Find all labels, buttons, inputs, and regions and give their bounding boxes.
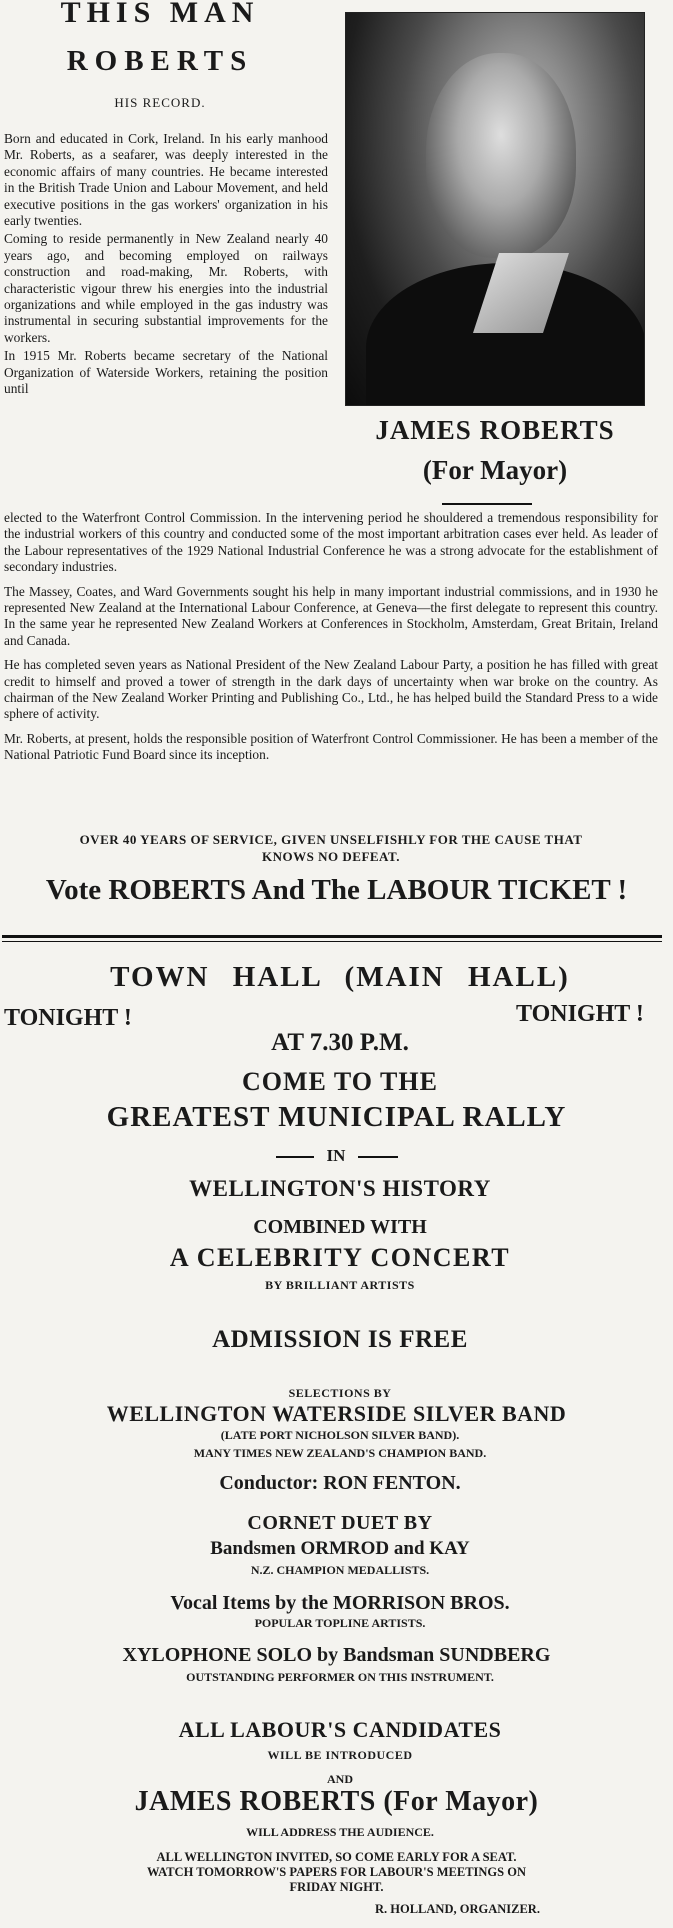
combined-with: COMBINED WITH: [253, 1216, 427, 1238]
conductor: Conductor: RON FENTON.: [219, 1472, 461, 1494]
vote-slogan: Vote ROBERTS And The LABOUR TICKET !: [45, 874, 628, 906]
bandsmen: Bandsmen ORMROD and KAY: [210, 1538, 470, 1559]
popular-artists: POPULAR TOPLINE ARTISTS.: [254, 1616, 426, 1630]
portrait-photo: [345, 12, 645, 406]
selections-by: SELECTIONS BY: [288, 1386, 392, 1400]
record-paragraph: In 1915 Mr. Roberts became secretary of the National Organization of Waterside Workers, retaining the position until: [4, 348, 328, 397]
tonight-right: TONIGHT !: [516, 1001, 644, 1027]
record-paragraph: elected to the Waterfront Control Commission. In the intervening period he shouldered a tremendous responsibility for the industrial workers of this country and conducted some of the most important arbitration cases ever held. As leader of the Labour representatives of the 1929 National Industrial Conference he was a strong advocate for the establishment of secondary industries.: [4, 510, 658, 575]
all-candidates: ALL LABOUR'S CANDIDATES: [178, 1717, 502, 1742]
friday-night: FRIDAY NIGHT.: [289, 1880, 384, 1894]
organizer: R. HOLLAND, ORGANIZER.: [375, 1902, 540, 1916]
will-address: WILL ADDRESS THE AUDIENCE.: [246, 1825, 434, 1839]
rally-venue: TOWN HALL (MAIN HALL): [110, 961, 570, 993]
subheading-record: HIS RECORD.: [114, 95, 206, 110]
cornet-duet: CORNET DUET BY: [247, 1512, 433, 1534]
record-column: [4, 131, 328, 398]
medallists: N.Z. CHAMPION MEDALLISTS.: [250, 1563, 430, 1577]
celebrity-concert: A CELEBRITY CONCERT: [169, 1243, 511, 1272]
wellingtons-history: WELLINGTON'S HISTORY: [189, 1176, 491, 1201]
record-full-width: [4, 510, 658, 764]
record-paragraph: Mr. Roberts, at present, holds the responsible position of Waterfront Control Commissioner. He has been a member of the National Patriotic Fund Board since its inception.: [4, 730, 658, 763]
band-note: (LATE PORT NICHOLSON SILVER BAND).: [220, 1428, 460, 1442]
brilliant-artists: BY BRILLIANT ARTISTS: [265, 1278, 415, 1292]
tonight-left: TONIGHT !: [4, 1005, 132, 1031]
record-paragraph: The Massey, Coates, and Ward Governments sought his help in many important industrial commissions, and in 1930 he represented New Zealand at the International Labour Conference, at Geneva—the first delegate to represent this country. In the same year he represented New Zealand Workers at Conferences in Stockholm, Amsterdam, Great Britain, Ireland and Canada.: [4, 583, 658, 648]
in-rule-right: [358, 1156, 398, 1158]
and-word: AND: [327, 1772, 353, 1786]
rally-time: AT 7.30 P.M.: [271, 1029, 409, 1056]
champion-band: MANY TIMES NEW ZEALAND'S CHAMPION BAND.: [193, 1446, 487, 1460]
service-line: OVER 40 YEARS OF SERVICE, GIVEN UNSELFISHLY FOR THE CAUSE THAT: [79, 832, 583, 847]
admission-free: ADMISSION IS FREE: [212, 1326, 468, 1353]
record-paragraph: Born and educated in Cork, Ireland. In his early manhood Mr. Roberts, as a seafarer, was deeply interested in the economic affairs of many countries. He became interested in the British Trade Union and Labour Movement, and held executive positions in the gas workers' organization in his early twenties.: [4, 131, 328, 229]
section-divider: [2, 941, 662, 942]
headline-roberts: ROBERTS: [66, 45, 254, 77]
xylophone-solo: XYLOPHONE SOLO by Bandsman SUNDBERG: [122, 1644, 551, 1666]
james-roberts-for-mayor: JAMES ROBERTS (For Mayor): [134, 1786, 539, 1817]
in-word: IN: [326, 1146, 346, 1165]
will-be-introduced: WILL BE INTRODUCED: [267, 1748, 413, 1762]
in-rule-left: [276, 1156, 314, 1158]
caption-underline: [442, 503, 532, 505]
service-line: KNOWS NO DEFEAT.: [262, 849, 400, 864]
greatest-rally: GREATEST MUNICIPAL RALLY: [106, 1101, 567, 1133]
section-divider: [2, 935, 662, 938]
record-paragraph: He has completed seven years as National President of the New Zealand Labour Party, a position he has filled with great credit to himself and proved a tower of strength in the dark days of uncertainty when war broke on the country. As chairman of the New Zealand Worker Printing and Publishing Co., Ltd., he has helped build the Standard Press to a wide sphere of activity.: [4, 657, 658, 722]
photo-face: [426, 53, 576, 258]
all-invited: ALL WELLINGTON INVITED, SO COME EARLY FOR A SEAT.: [156, 1850, 517, 1864]
headline-this-man: THIS MAN: [60, 0, 260, 29]
watch-papers: WATCH TOMORROW'S PAPERS FOR LABOUR'S MEETINGS ON: [147, 1865, 526, 1879]
caption-role: (For Mayor): [422, 455, 568, 485]
vocal-items: Vocal Items by the MORRISON BROS.: [170, 1592, 510, 1614]
record-paragraph: Coming to reside permanently in New Zealand nearly 40 years ago, and becoming employed on railways construction and road-making, Mr. Roberts, with characteristic vigour threw his energies into the industrial organizations and while employed in the gas industry was instrumental in securing substantial improvements for the workers.: [4, 231, 328, 345]
outstanding-performer: OUTSTANDING PERFORMER ON THIS INSTRUMENT.: [186, 1670, 494, 1684]
band-name: WELLINGTON WATERSIDE SILVER BAND: [106, 1401, 567, 1426]
come-to-the: COME TO THE: [242, 1067, 438, 1096]
caption-name: JAMES ROBERTS: [375, 415, 615, 445]
